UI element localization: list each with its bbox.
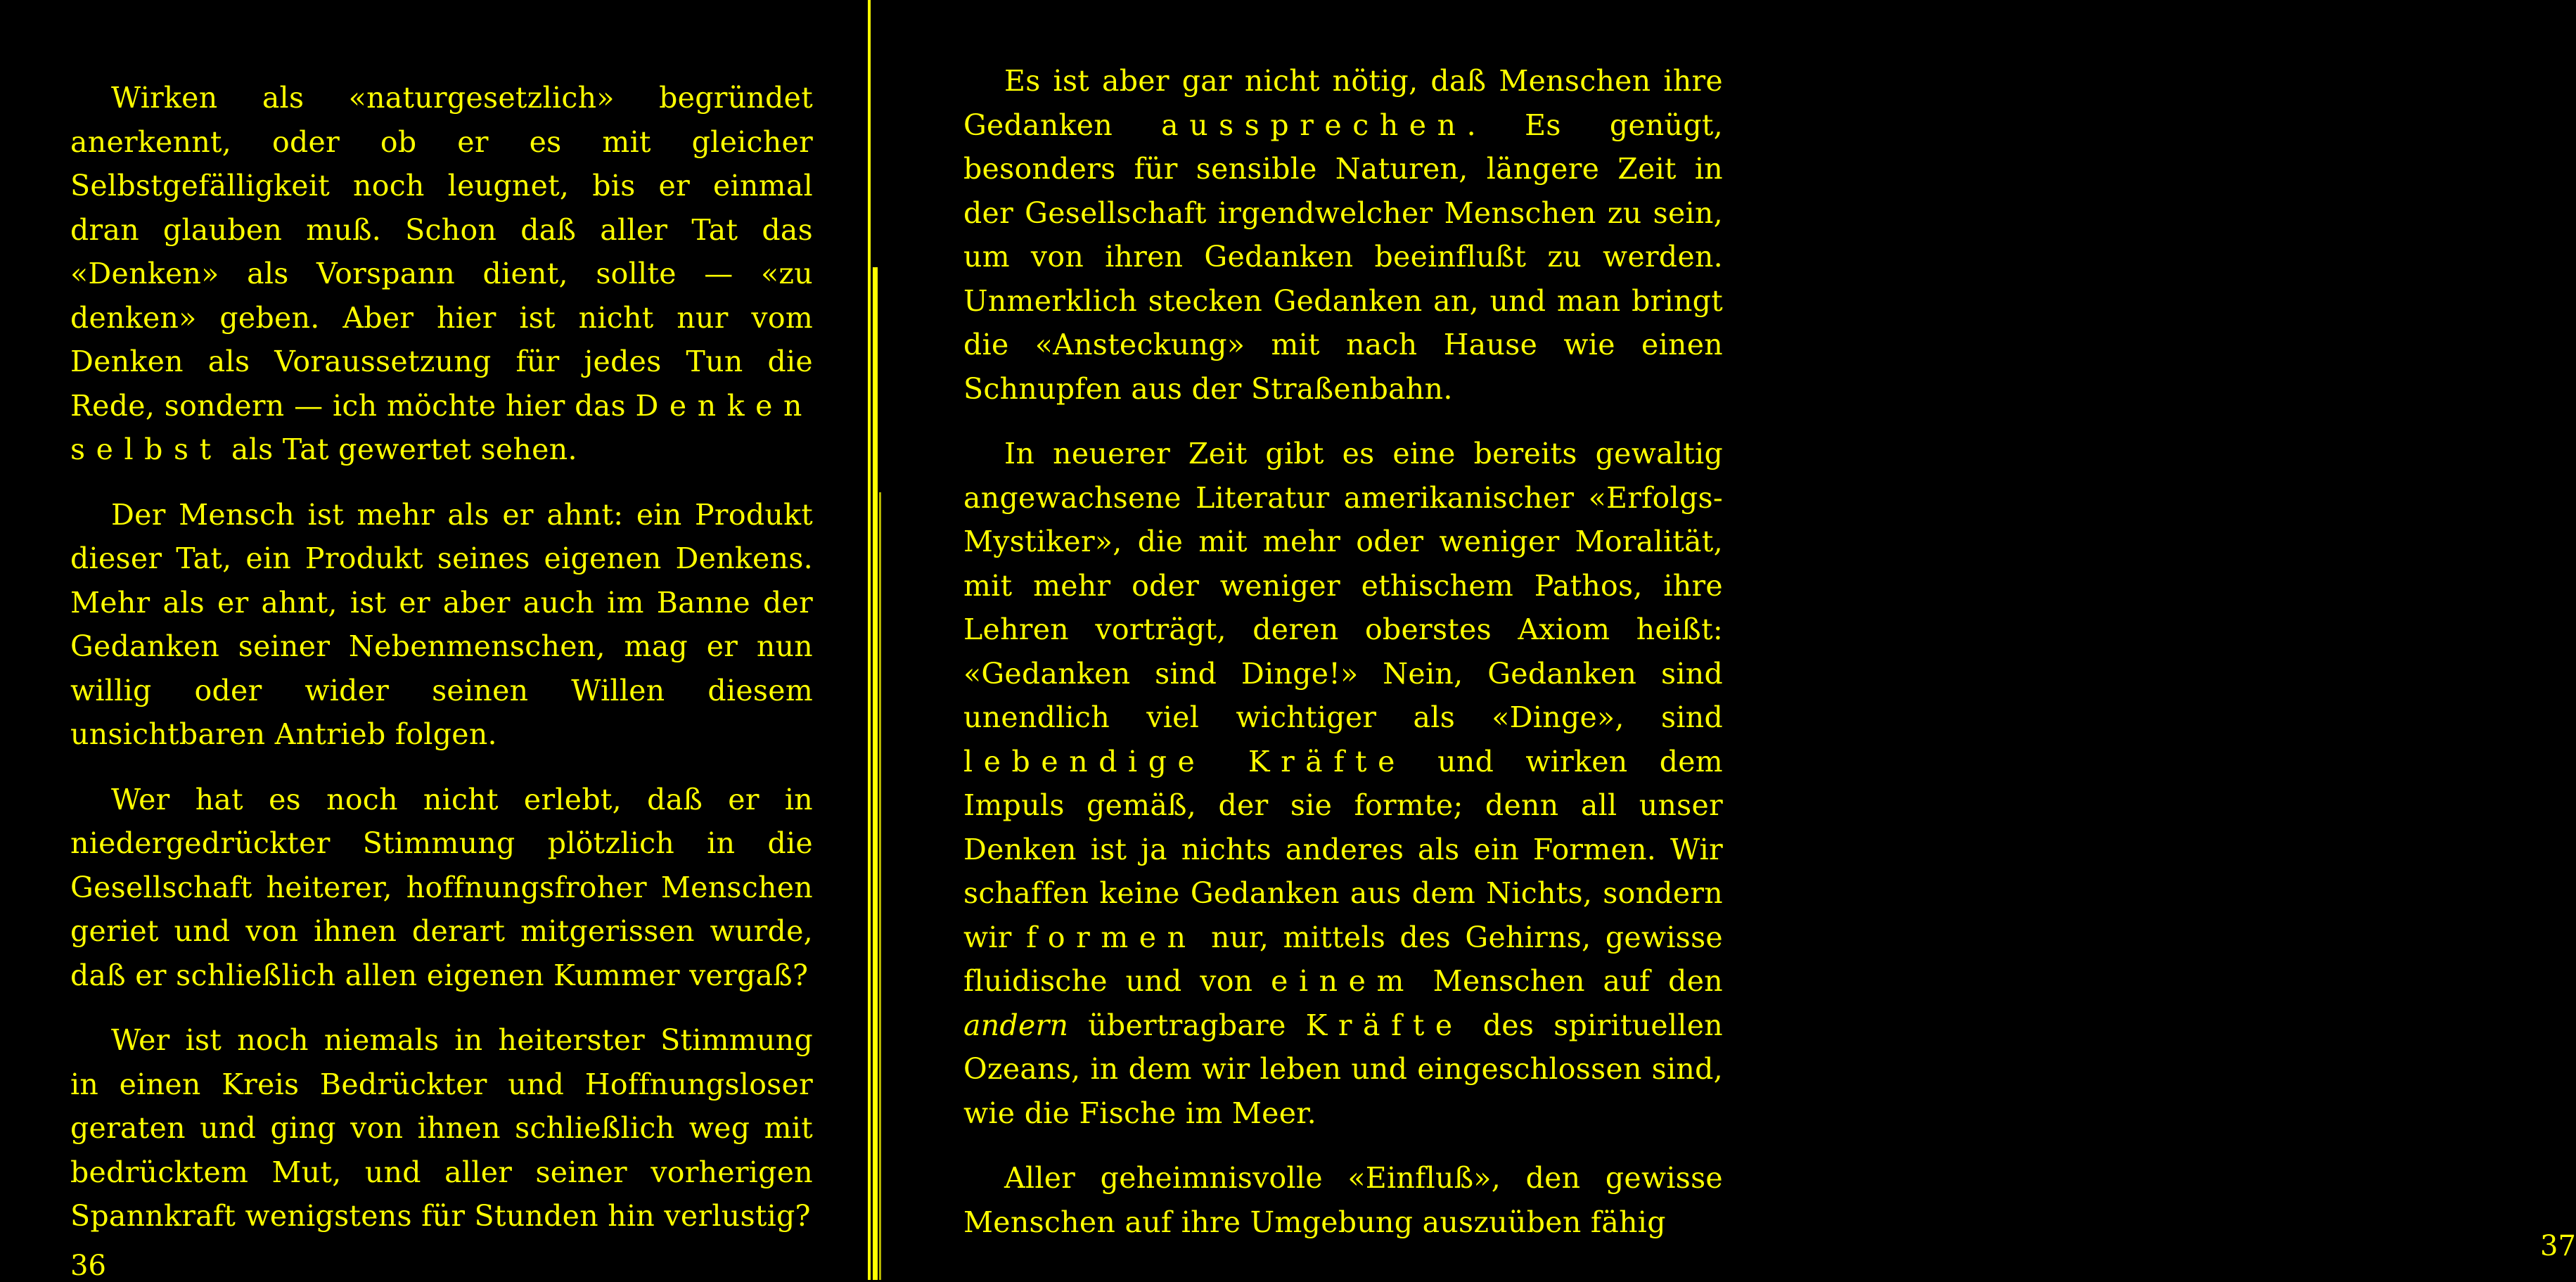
text-run: Aller geheimnisvolle «Einfluß», den gewisse Menschen auf ihre Umgebung auszuüben fähig <box>963 1161 1723 1239</box>
text-run: nur, mittels des Gehirns, gewisse fluidische und von <box>963 920 1723 998</box>
paragraph <box>963 59 1723 411</box>
text-run: des spirituellen Ozeans, in dem wir leben und eingeschlossen sind, wie die Fische im Meer. <box>963 1008 1723 1130</box>
text-run: Der Mensch ist mehr als er ahnt: ein Produkt dieser Tat, ein Produkt seines eigenen Denkens. Mehr als er ahnt, ist er aber auch im Banne der Gedanken seiner Nebenmenschen, mag er nun willig oder wider seinen Willen diesem unsichtbaren Antrieb folgen. <box>70 497 813 751</box>
paragraph-text <box>70 778 813 998</box>
paragraph-text <box>70 1018 813 1238</box>
text-run: Wirken als «naturgesetzlich» begründet anerkennt, oder ob er es mit gleicher Selbstgefälligkeit noch leugnet, bis er einmal dran glauben muß. Schon daß aller Tat das «Denken» als Vorspann dient, sollte — «zu denken» geben. Aber hier ist nicht nur vom Denken als Voraussetzung für jedes Tun die Rede, sondern — ich möchte hier das <box>70 81 813 423</box>
paragraph <box>70 76 813 472</box>
text-run: Wer ist noch niemals in heiterster Stimmung in einen Kreis Bedrückter und Hoffnungsloser geraten und ging von ihnen schließlich weg mit bedrücktem Mut, und aller seiner vorherigen Spannkraft wenigstens für Stunden hin verlustig? <box>70 1023 813 1233</box>
paragraph-text <box>70 76 813 472</box>
text-run: Wer hat es noch nicht erlebt, daß er in niedergedrückter Stimmung plötzlich in die Gesellschaft heiterer, hoffnungsfroher Menschen geriet und von ihnen derart mitgerissen wurde, daß er schließlich allen eigenen Kummer vergaß? <box>70 782 813 992</box>
spaced-text-run: aussprechen <box>1161 108 1467 142</box>
spaced-text-run: Kräfte <box>1305 1008 1463 1042</box>
text-run: und wirken dem Impuls gemäß, der sie formte; denn all unser Denken ist ja nichts anderes als ein Formen. Wir schaffen keine Gedanken aus dem Nichts, sondern wir <box>963 744 1723 954</box>
text-run: übertragbare <box>1068 1008 1306 1042</box>
paragraph <box>963 432 1723 1135</box>
text-run: In neuerer Zeit gibt es eine bereits gewaltig angewachsene Literatur amerikanischer «Erfolgs-Mystiker», die mit mehr oder weniger Moralität, mit mehr oder weniger ethischem Pathos, ihre Lehren vorträgt, deren oberstes Axiom heißt: «Gedanken sind Dinge!» Nein, Gedanken sind unendlich viel wichtiger als «Dinge», sind <box>963 437 1723 734</box>
paragraph-text <box>963 1156 1723 1244</box>
text-run: als Tat gewertet sehen. <box>222 432 577 466</box>
paragraph-text <box>963 59 1723 411</box>
paragraph <box>70 493 813 757</box>
text-run: Menschen auf den <box>1414 964 1723 998</box>
paragraph <box>70 1018 813 1238</box>
paragraph-text <box>963 432 1723 1135</box>
page-number: 37 <box>2540 1230 2576 1262</box>
text-run: . Es genügt, besonders für sensible Naturen, längere Zeit in der Gesellschaft irgendwelcher Menschen zu sein, um von ihren Gedanken beeinflußt zu werden. Unmerklich stecken Gedanken an, und man bringt die «Ansteckung» mit nach Hause wie einen Schnupfen aus der Straßenbahn. <box>963 108 1723 406</box>
spaced-text-run: Denken selbst <box>70 388 813 466</box>
spaced-text-run: formen <box>1026 920 1197 954</box>
text-run: Es ist aber gar nicht nötig, daß Menschen ihre Gedanken <box>963 64 1723 142</box>
right-page-text <box>963 59 1723 1265</box>
paragraph-text <box>70 493 813 757</box>
left-page-text <box>70 76 813 1259</box>
paragraph <box>70 778 813 998</box>
right-page <box>872 0 2576 1280</box>
page-number: 36 <box>70 1250 106 1282</box>
gutter-edge <box>868 0 871 1280</box>
paragraph <box>963 1156 1723 1244</box>
left-page <box>0 0 865 1280</box>
italic-text-run: andern <box>963 1008 1069 1042</box>
spaced-text-run: lebendige Kräfte <box>963 744 1406 778</box>
spaced-text-run: einem <box>1271 964 1415 998</box>
